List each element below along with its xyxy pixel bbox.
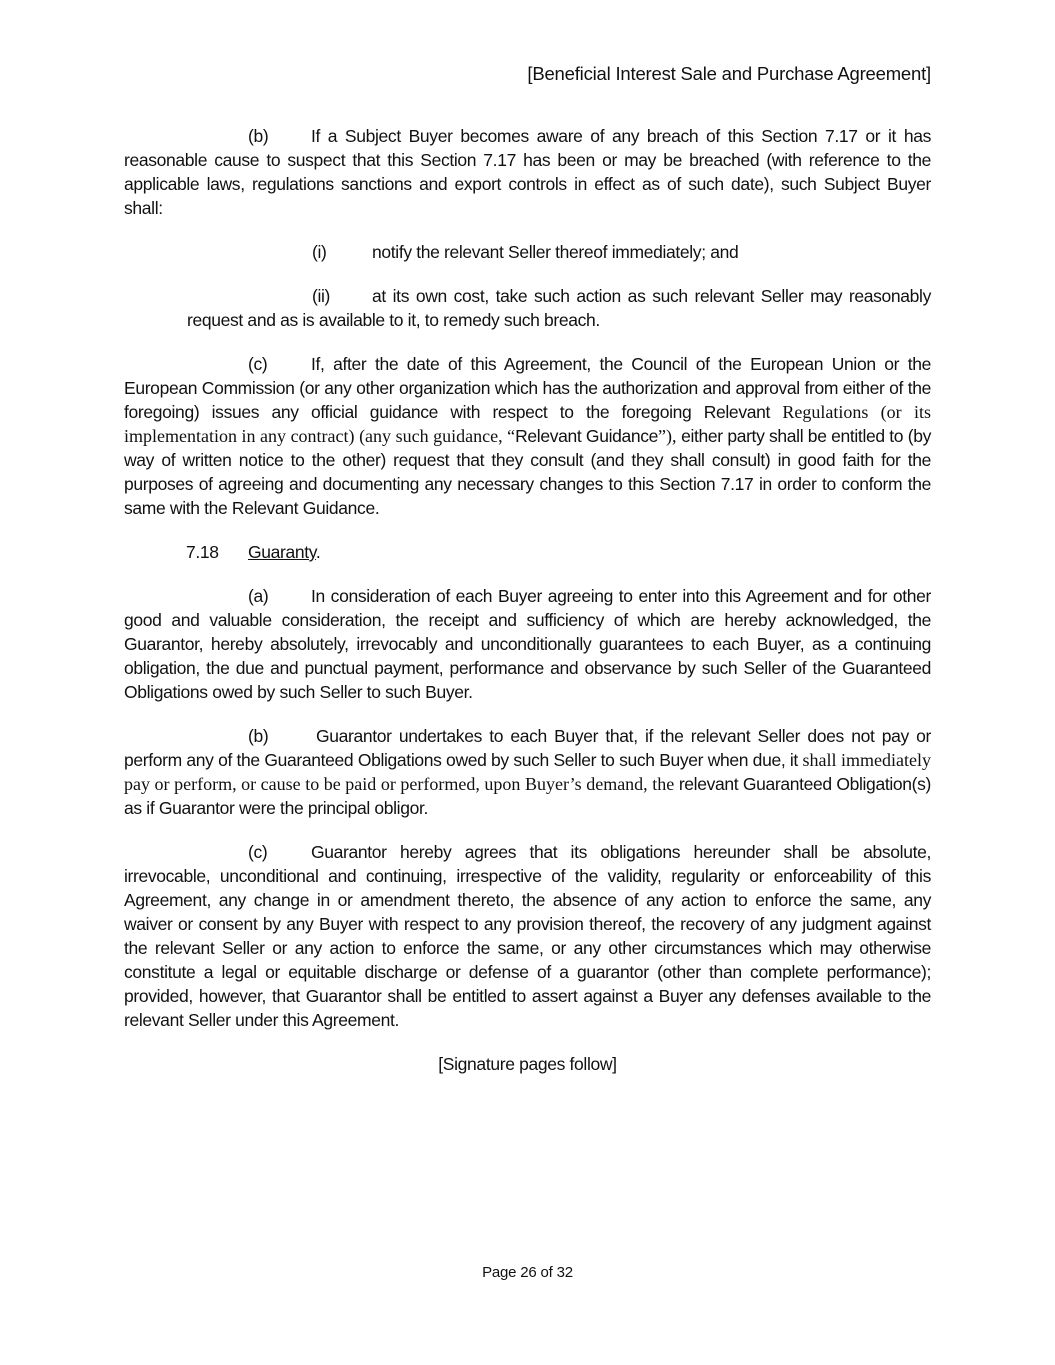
clause-text: Guarantor hereby agrees that its obligations hereunder shall be absolute, irrevocable, unconditional and continuing, irrespective of the validity, regularity or enforceability of this Agreement, any change in or amendment thereto, the absence of any action to enforce the same, any waiver or consent by any Buyer with respect to any provision thereof, the recovery of any judgment against the relevant Seller or any action to enforce the same, or any other circumstances which may otherwise constitute a legal or equitable discharge or defense of a guarantor (other than complete performance); provided, however, that Guarantor shall be entitled to assert against a Buyer any defenses available to the relevant Seller under this Agreement. [124, 842, 931, 1030]
clause-7-17-b [124, 124, 931, 220]
section-number: 7.18 [186, 542, 219, 562]
clause-label: (b) [248, 726, 269, 746]
clause-7-18-c [124, 840, 931, 1032]
clause-text: Guarantor undertakes to each Buyer that, if the relevant Seller does not pay or perform any of the Guaranteed Obligations owed by such Seller to such Buyer when due, it [124, 726, 931, 770]
clause-text: notify the relevant Seller thereof immediately; and [372, 242, 739, 262]
signature-pages-note: [Signature pages follow] [438, 1054, 617, 1074]
defined-term: Relevant Guidance [515, 426, 659, 446]
clause-text: In consideration of each Buyer agreeing to enter into this Agreement and for other good and valuable consideration, the receipt and sufficiency of which are hereby acknowledged, the Guarantor, hereby absolutely, irrevocably and unconditionally guarantees to each Buyer, as a continuing obligation, the due and punctual payment, performance and observance by such Seller of the Guaranteed Obligations owed by such Seller to such Buyer. [124, 586, 931, 702]
clause-label: (i) [312, 242, 327, 262]
clause-7-17-c [124, 352, 931, 520]
clause-label: (c) [248, 354, 268, 374]
clause-label: (ii) [312, 286, 331, 306]
clause-text: If a Subject Buyer becomes aware of any breach of this Section 7.17 or it has reasonable cause to suspect that this Section 7.17 has been or may be breached (with reference to the applicable laws, regulations sanctions and export controls in effect as of such date), such Subject Buyer shall: [124, 126, 931, 218]
clause-label: (b) [248, 126, 269, 146]
clause-7-18-b [124, 724, 931, 820]
page-header: [Beneficial Interest Sale and Purchase Agreement] [527, 63, 931, 84]
clause-text: at its own cost, take such action as such relevant Seller may reasonably request and as is available to it, to remedy such breach. [187, 286, 931, 330]
clause-text-serif: shall immediately pay or perform, or cause to be paid or performed, upon Buyer’s demand, the [124, 750, 931, 794]
clause-label: (a) [248, 586, 269, 606]
clause-text-serif: ”), [658, 426, 677, 446]
clause-label: (c) [248, 842, 268, 862]
clause-text-serif: Regulations (or its implementation in any contract) (any such guidance, “ [124, 402, 931, 446]
section-title: Guaranty [248, 542, 316, 562]
clause-text: either party shall be entitled to (by way of written notice to the other) request that they consult (and they shall consult) in good faith for the purposes of agreeing and documenting any necessary changes to this Section 7.17 in order to conform the same with the Relevant Guidance. [124, 426, 932, 518]
document-body [124, 124, 931, 1076]
clause-7-17-b-i [124, 240, 931, 264]
clause-7-18-a [124, 584, 931, 704]
clause-7-17-b-ii [124, 284, 931, 332]
section-7-18-heading [124, 540, 931, 564]
clause-text: relevant Guaranteed Obligation(s) as if Guarantor were the principal obligor. [124, 774, 931, 818]
section-title-period: . [315, 542, 321, 562]
page-number: Page 26 of 32 [482, 1264, 573, 1281]
clause-text: If, after the date of this Agreement, the Council of the European Union or the European Commission (or any other organization which has the authorization and approval from either of the foregoing) issues any official guidance with respect to the foregoing Relevant [124, 354, 931, 422]
